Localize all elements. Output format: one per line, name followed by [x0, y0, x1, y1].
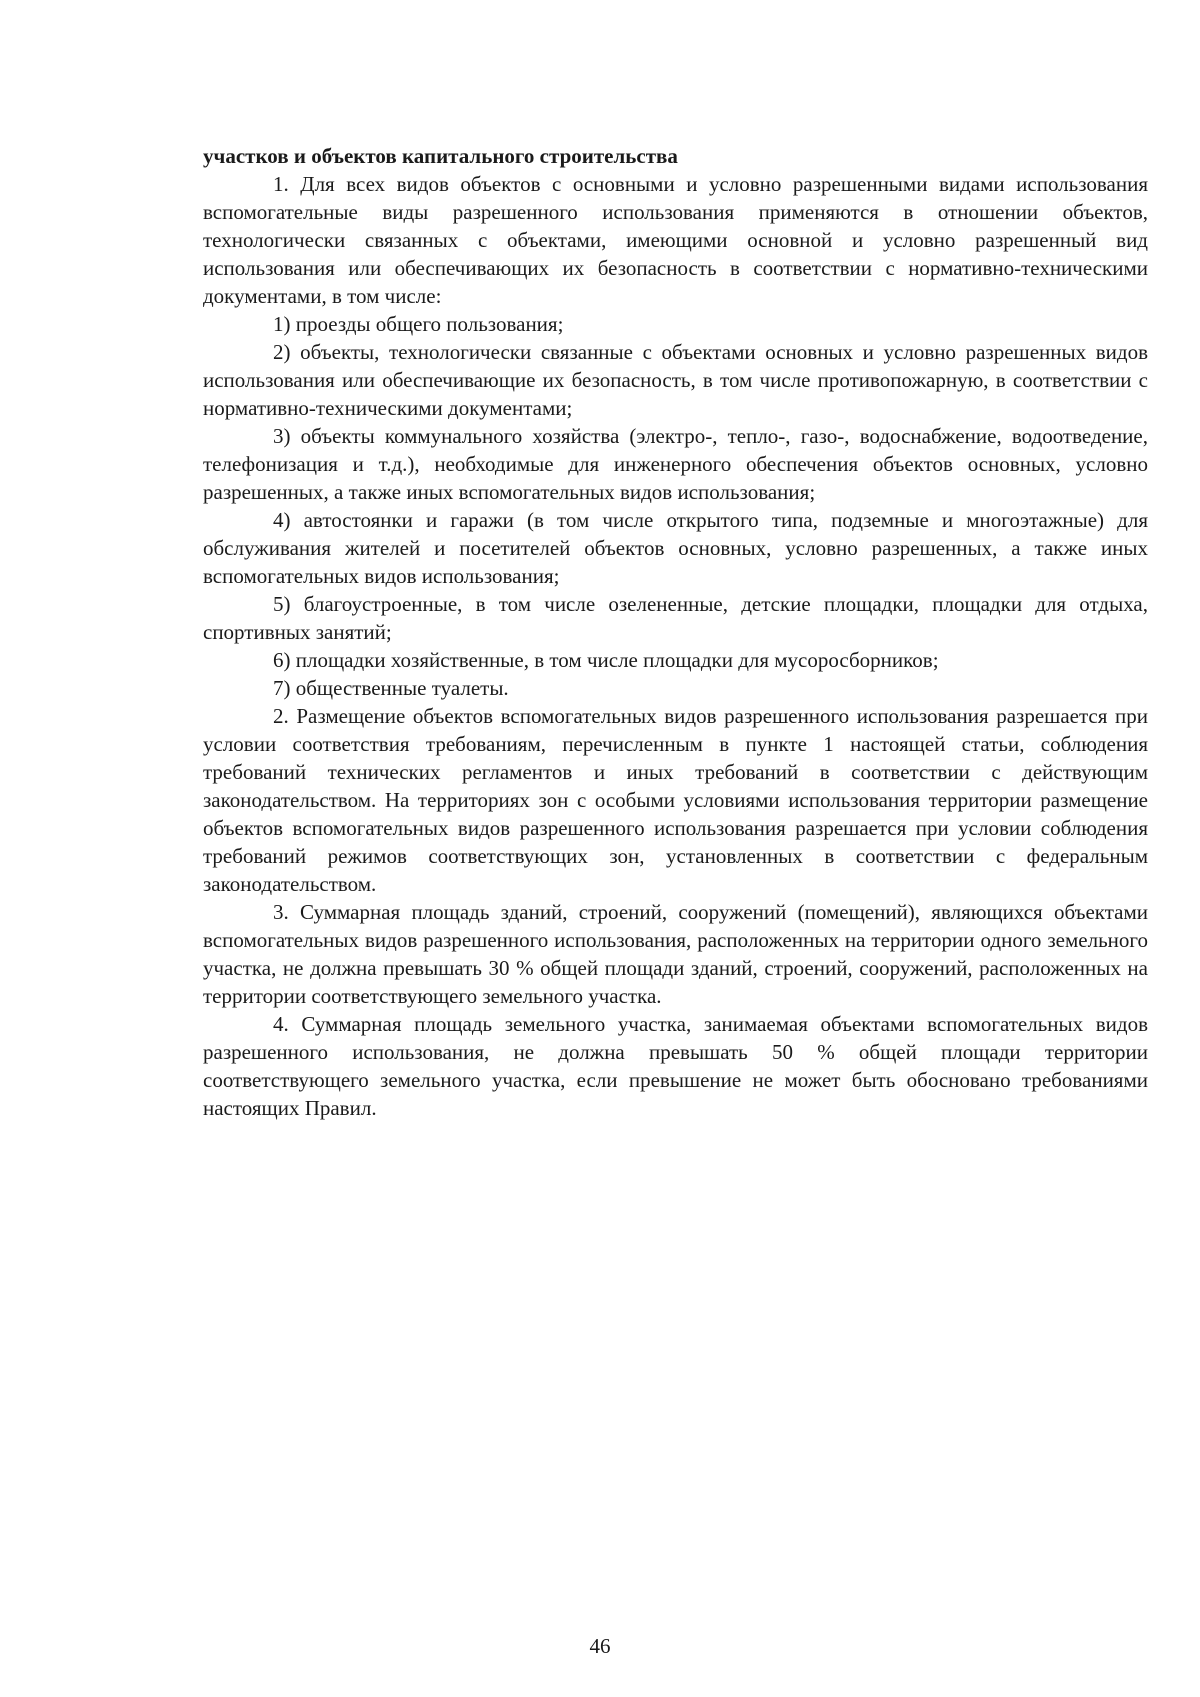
list-item-6: 6) площадки хозяйственные, в том числе площадки для мусоросборников; — [273, 648, 939, 672]
paragraph-1: 1. Для всех видов объектов с основными и условно разрешенными видами использования вспомогательные виды разрешенного использования применяются в отношении объектов, технологически связанных с объектами, имеющими основной и условно разрешенный вид использования или обеспечивающих их безопасность в соответствии с нормативно-техническими документами, в том числе: — [203, 172, 1148, 308]
document-body — [203, 142, 1148, 1122]
paragraph-2: 2. Размещение объектов вспомогательных видов разрешенного использования разрешается при условии соответствия требованиям, перечисленным в пункте 1 настоящей статьи, соблюдения требований технических регламентов и иных требований в соответствии с действующим законодательством. На территориях зон с особыми условиями использования территории размещение объектов вспомогательных видов разрешенного использования разрешается при условии соблюдения требований режимов соответствующих зон, установленных в соответствии с федеральным законодательством. — [203, 704, 1148, 896]
list-item-2: 2) объекты, технологически связанные с объектами основных и условно разрешенных видов использования или обеспечивающие их безопасность, в том числе противопожарную, в соответствии с нормативно-техническими документами; — [203, 340, 1148, 420]
section-heading: участков и объектов капитального строительства — [203, 144, 678, 168]
list-item-1: 1) проезды общего пользования; — [273, 312, 564, 336]
paragraph-3: 3. Суммарная площадь зданий, строений, сооружений (помещений), являющихся объектами вспомогательных видов разрешенного использования, расположенных на территории одного земельного участка, не должна превышать 30 % общей площади зданий, строений, сооружений, расположенных на территории соответствующего земельного участка. — [203, 900, 1148, 1008]
list-item-7: 7) общественные туалеты. — [273, 676, 509, 700]
list-item-3: 3) объекты коммунального хозяйства (электро-, тепло-, газо-, водоснабжение, водоотведение, телефонизация и т.д.), необходимые для инженерного обеспечения объектов основных, условно разрешенных, а также иных вспомогательных видов использования; — [203, 424, 1148, 504]
list-item-4: 4) автостоянки и гаражи (в том числе открытого типа, подземные и многоэтажные) для обслуживания жителей и посетителей объектов основных, условно разрешенных, а также иных вспомогательных видов использования; — [203, 508, 1148, 588]
page-number: 46 — [589, 1634, 611, 1658]
list-item-5: 5) благоустроенные, в том числе озелененные, детские площадки, площадки для отдыха, спортивных занятий; — [203, 592, 1148, 644]
paragraph-4: 4. Суммарная площадь земельного участка, занимаемая объектами вспомогательных видов разрешенного использования, не должна превышать 50 % общей площади территории соответствующего земельного участка, если превышение не может быть обосновано требованиями настоящих Правил. — [203, 1012, 1148, 1120]
